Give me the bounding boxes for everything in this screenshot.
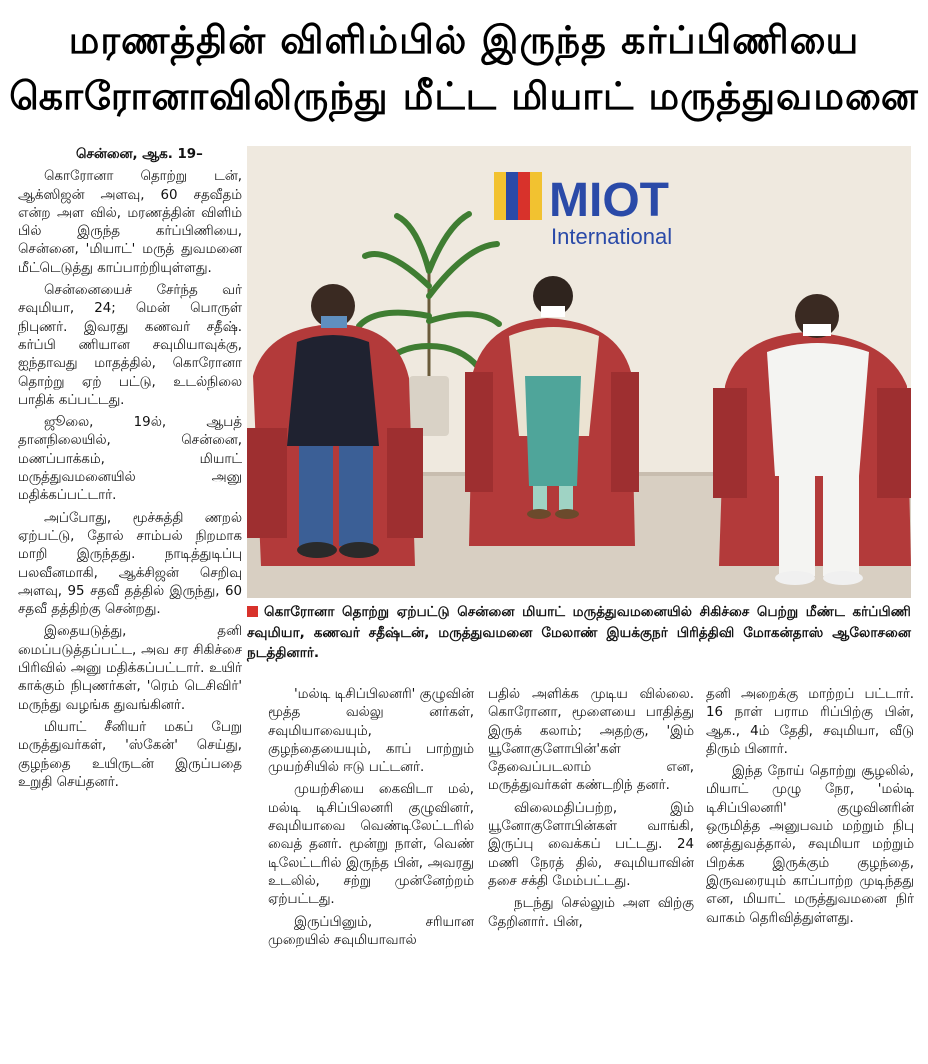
headline-line-1: மரணத்தின் விளிம்பில் இருந்த கர்ப்பிணியை	[68, 18, 860, 62]
paragraph: ஜூலை, 19ல், ஆபத் தானநிலையில், சென்னை, மணப்பாக்கம், மியாட் மருத்துவமனையில் அனு மதிக்கப்பட்டார்.	[18, 415, 242, 504]
paragraph: அப்போது, மூச்சுத்தி ணறல் ஏற்பட்டு, தோல் சாம்பல் நிறமாக மாறி இருந்தது. நாடித்துடிப்பு பலவீனமாகி, ஆக்சிஜன் செறிவு அளவு, 95 சதவீ தத்தில் இருந்து, 60 சதவீ தத்திற்கு சென்றது.	[18, 510, 242, 618]
article-column-2	[268, 686, 474, 954]
paragraph: சென்னையைச் சேர்ந்த வர் சவுமியா, 24; மென் பொருள் நிபுணர். இவரது கணவர் சதீஷ். கர்ப்பி ணியான சவுமியாவுக்கு, ஐந்தாவது மாதத்தில், கொரோனா தொற்று ஏற் பட்டு, உடல்நிலை பாதிக் கப்பட்டது.	[18, 283, 242, 408]
caption-bullet-icon	[247, 606, 258, 617]
paragraph: இந்த நோய் தொற்று சூழலில், மியாட் முழு நேர, 'மல்டி டிசிப்பிலனரி' குழுவினரின் ஒருமித்த அனுபவம் மற்றும் நிபு ணத்துவத்தால், சவுமியா மற்றும் பிறக்க இருக்கும் குழந்தை, இருவரையும் காப்பாற்ற முடிந்தது என, மியாட் மருத்துவமனை நிர் வாகம் தெரிவித்துள்ளது.	[706, 764, 914, 926]
meeting-photo-illustration	[247, 146, 911, 598]
paragraph: மியாட் சீனியர் மகப் பேறு மருத்துவர்கள், 'ஸ்கேன்' செய்து, குழந்தை உயிருடன் இருப்பதை உறுதி செய்தனர்.	[18, 719, 242, 790]
paragraph: நடந்து செல்லும் அள விற்கு தேறினார். பின்,	[488, 896, 694, 930]
caption-text: கொரோனா தொற்று ஏற்பட்டு சென்னை மியாட் மருத்துவமனையில் சிகிச்சை பெற்று மீண்ட கர்ப்பிணி சவுமியா, கணவர் சதீஷ்டன், மருத்துவமனை மேலாண் இயக்குநர் பிரித்திவி மோகன்தாஸ் ஆலோசனை நடத்தினார்.	[247, 604, 911, 661]
paragraph: தனி அறைக்கு மாற்றப் பட்டார். 16 நாள் பராம ரிப்பிற்கு பின், ஆக., 4ம் தேதி, சவுமியா, வீடு திரும் பினார்.	[706, 687, 914, 757]
article-column-3	[488, 686, 694, 936]
dateline: சென்னை, ஆக. 19–	[76, 147, 203, 162]
logo-subtext: International	[551, 224, 673, 249]
paragraph: கொரோனா தொற்று டன், ஆக்ஸிஜன் அளவு, 60 சதவீதம் என்ற அள வில், மரணத்தின் விளிம் பில் இருந்த கர்ப்பிணியை, சென்னை, 'மியாட்' மருத் துவமனை மீட்டெடுத்து காப்பாற்றியுள்ளது.	[18, 169, 242, 276]
paragraph: இதையடுத்து, தனி மைப்படுத்தப்பட்ட, அவ சர சிகிச்சை பிரிவில் அனு மதிக்கப்பட்டார். உயிர் காக்கும் நிபுணர்கள், 'ரெம் டெசிவிர்' மருந்து வழங்க துவங்கினர்.	[18, 624, 242, 713]
paragraph: விலைமதிப்பற்ற, இம் யூனோகுளோபின்கள் வாங்கி, இருப்பு வைக்கப் பட்டது. 24 மணி நேரத் தில், சவுமியாவின் தசை சக்தி மேம்பட்டது.	[488, 800, 694, 889]
headline-line-2: கொரோனாவிலிருந்து மீட்ட மியாட் மருத்துவமனை	[9, 74, 919, 118]
paragraph: இருப்பினும், சரியான முறையில் சவுமியாவால்	[268, 914, 474, 948]
article-column-1	[18, 146, 242, 796]
news-photo	[247, 146, 911, 598]
logo-text: MIOT	[549, 174, 669, 227]
paragraph: முயற்சியை கைவிடா மல், மல்டி டிசிப்பிலனரி குழுவினர், சவுமியாவை வெண்டிலேட்டரில் வைத் தனர். மூன்று நாள், வெண் டிலேட்டரில் இருந்த பின், அவரது உடலில், சற்று முன்னேற்றம் ஏற்பட்டது.	[268, 782, 474, 908]
paragraph: பதில் அளிக்க முடிய வில்லை. கொரோனா, மூளையை பாதித்து இருக் கலாம்; அதற்கு, 'இம் யூனோகுளோபின்'கள் தேவைப்படலாம் என, மருத்துவர்கள் கண்டறிந் தனர்.	[488, 687, 694, 794]
photo-caption	[247, 602, 911, 664]
article-column-4	[706, 686, 914, 932]
headline	[0, 12, 928, 124]
paragraph: 'மல்டி டிசிப்பிலனரி' குழுவின் மூத்த வல்லு னர்கள், சவுமியாவையும், குழந்தையையும், காப் பாற்றும் முயற்சியில் ஈடு பட்டனர்.	[268, 687, 474, 776]
